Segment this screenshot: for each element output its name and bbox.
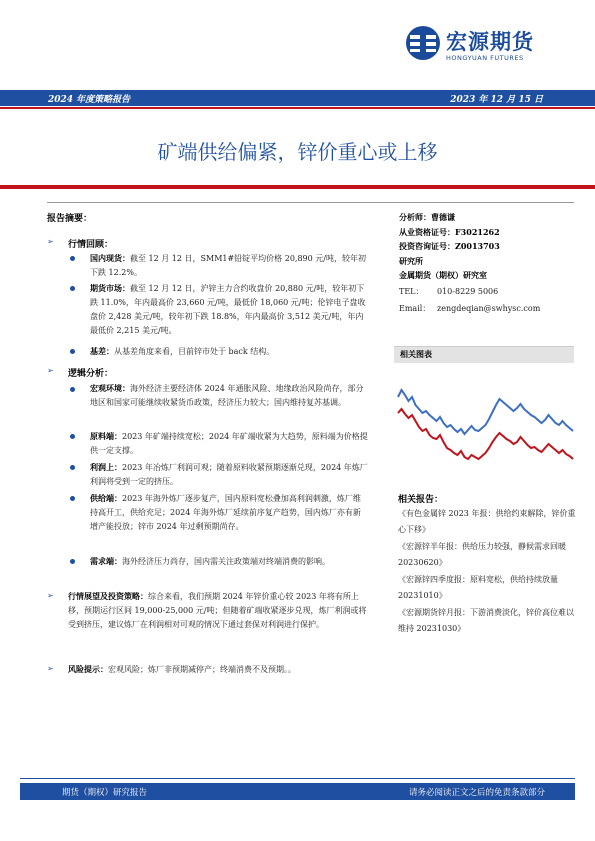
bullet-dot-icon (70, 496, 75, 501)
bullet-dot-icon (70, 349, 75, 354)
analyst-row: 分析师：曹德谦 (399, 212, 455, 222)
analyst-row: 投资咨询证号：Z0013703 (399, 241, 500, 251)
email-row[interactable]: Email： zengdeqian@swhysc.com (399, 304, 541, 313)
risk-text: 风险提示：宏观风险；炼厂非预期减停产；终端消费不及预期。。 (68, 664, 296, 674)
footer-divider (20, 778, 575, 779)
logic-item-demand: 需求端：海外经济压力尚存，国内需关注政策端对终端消费的影响。 (90, 556, 330, 566)
review-item-spot: 国内现货：截至 12 月 12 日，SMM1#铅锭平均价格 20,890 元/吨，较年初下跌 12.2%。 (90, 253, 366, 277)
analyst-row: 金属期货（期权）研究室 (399, 270, 487, 280)
summary-heading: 报告摘要： (47, 214, 93, 224)
logic-label: 逻辑分析： (68, 369, 114, 379)
logo-mark-icon (404, 24, 442, 62)
bullet-dot-icon (70, 434, 75, 439)
report-date: 2023 年 12 月 15 日 (450, 95, 543, 105)
header-divider (0, 107, 595, 109)
logo-name: 宏源期货 (446, 30, 534, 54)
chart-series-line-0 (398, 390, 573, 434)
company-logo (404, 24, 564, 66)
market-review-label: 行情回顾： (68, 240, 114, 250)
logic-item-profit: 利润上：2023 年冶炼厂利润可观；随着原料收紧预期逐渐兑现，2024 年炼厂利润将受到一定的挤压。 (90, 462, 368, 486)
bullet-dot-icon (70, 256, 75, 261)
related-reports (398, 506, 576, 636)
logic-item-supply: 供给端：2023 年海外炼厂逐步复产，国内原料宽松叠加高利润刺激，炼厂维持高开工，供给充足；2024 年海外炼厂延续前序复产趋势，国内炼厂亦有新增产能投放；锌市 2024 年过剩预期尚存。 (90, 493, 361, 531)
title-divider (0, 185, 595, 189)
bullet-dot-icon (70, 387, 75, 392)
logic-item-macro: 宏观环境：海外经济主要经济体 2024 年通胀风险、地缘政治风险尚存，部分地区和国家可能继续收紧货币政策，经济压力较大；国内维持复苏基调。 (90, 383, 364, 407)
review-item-futures: 期货市场：截至 12 月 12 日，沪锌主力合约收盘价 20,880 元/吨，较年初下跌 11.0%，年内最高价 23,660 元/吨，最低价 18,060 元/吨；伦锌电子盘收盘价 2,428 美元/吨，较年初下跌 18.8%，年内最高价 3,512 美元/吨，年内最低价 2,215 美元/吨。 (90, 283, 366, 335)
arrow-icon: ➢ (47, 591, 54, 600)
review-item-basis: 基差：从基差角度来看，目前锌市处于 back 结构。 (90, 346, 275, 356)
bullet-dot-icon (70, 286, 75, 291)
report-type: 2024 年度策略报告 (48, 95, 131, 105)
header-bar (0, 90, 595, 106)
logic-item-raw: 原料端：2023 年矿端持续宽松；2024 年矿端收紧为大趋势，原料端为价格提供一定支撑。 (90, 431, 368, 455)
arrow-icon: ➢ (47, 664, 54, 673)
analyst-row: 研究所 (399, 255, 423, 266)
footer-bar (20, 783, 575, 800)
chart-box-title: 相关图表 (400, 349, 432, 359)
tel-row: TEL： 010-8229 5006 (399, 286, 499, 296)
chart-lines (398, 390, 573, 459)
price-chart (394, 370, 576, 480)
arrow-icon: ➢ (47, 237, 54, 246)
related-report-link[interactable]: 《宏源锌四季度报：原料宽松，供给持续放量 20231010》 (398, 575, 558, 600)
related-report-link[interactable]: 《有色金属锌 2023 年报：供给约束解除，锌价重心下移》 (398, 509, 576, 534)
related-report-link[interactable]: 《宏源期货锌月报：下游消费淡化，锌价高位难以维持 20231030》 (398, 608, 574, 633)
analyst-row: 从业资格证号：F3021262 (399, 226, 500, 237)
section-divider (47, 202, 574, 203)
analyst-info (399, 210, 575, 317)
arrow-icon: ➢ (47, 366, 54, 375)
logo-subtitle: HONGYUAN FUTURES (446, 54, 524, 62)
outlook-text: 行情展望及投资策略：综合来看，我们预期 2024 年锌价重心较 2023 年将有所上移，预期运行区间 19,000-25,000 元/吨；但随着矿端收紧逐步兑现，炼厂利润或将受到挤压，建议炼厂在利润相对可观的情况下通过套保对利润进行保护。 (68, 591, 367, 629)
page-title: 矿端供给偏紧，锌价重心或上移 (157, 140, 438, 164)
bullet-dot-icon (70, 465, 75, 470)
chart-box-header (394, 346, 574, 363)
footer-left: 期货（期权）研究报告 (62, 788, 148, 798)
bullet-dot-icon (70, 559, 75, 564)
related-label: 相关报告： (398, 495, 444, 505)
related-report-link[interactable]: 《宏源锌半年报：供给压力较强，静候需求回暖 20230620》 (398, 542, 566, 567)
footer-right: 请务必阅读正文之后的免责条款部分 (408, 788, 545, 798)
